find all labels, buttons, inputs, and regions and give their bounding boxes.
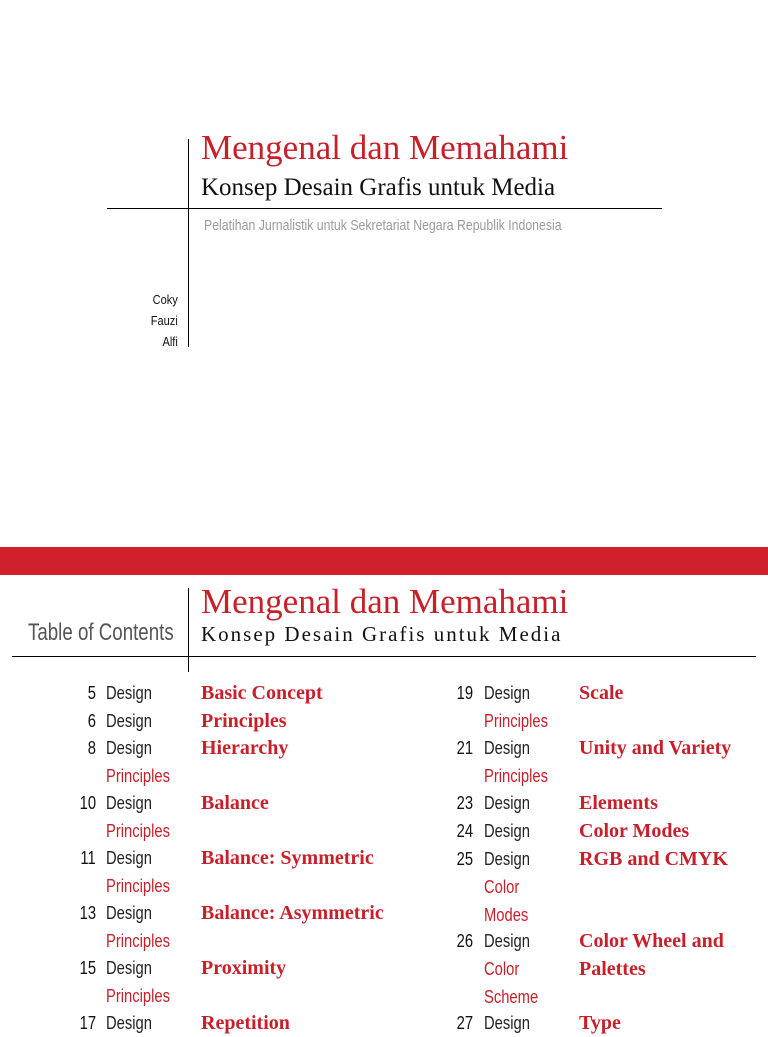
- toc-entry-title[interactable]: RGB and CMYK: [579, 848, 728, 870]
- toc-entry-title[interactable]: Balance: Symmetric: [201, 847, 374, 869]
- toc-page-number: 17: [79, 1013, 96, 1033]
- toc-category: Design: [106, 683, 152, 703]
- toc-page-subtitle: Konsep Desain Grafis untuk Media: [201, 622, 563, 646]
- toc-category: Design: [106, 1013, 152, 1033]
- toc-page-number: 11: [80, 848, 96, 868]
- toc-subcategory: Principles: [106, 766, 170, 786]
- toc-category: Design: [106, 958, 152, 978]
- toc-category: Design: [106, 793, 152, 813]
- toc-entry-title[interactable]: Unity and Variety: [579, 737, 732, 759]
- toc-subcategory: Principles: [106, 821, 170, 841]
- toc-horizontal-rule: [12, 656, 756, 657]
- toc-category: Design: [106, 738, 152, 758]
- toc-page-number: 21: [456, 738, 473, 758]
- toc-category: Design: [484, 1013, 530, 1033]
- toc-entry-title[interactable]: Palettes: [579, 958, 646, 980]
- toc-category: Design: [484, 683, 530, 703]
- toc-page-number: 24: [456, 821, 473, 841]
- toc-category: Design: [484, 931, 530, 951]
- toc-page-number: 23: [456, 793, 473, 813]
- toc-entry-title[interactable]: Basic Concept: [201, 682, 323, 704]
- toc-page-title: Mengenal dan Memahami: [201, 582, 569, 621]
- author-name: Alfi: [162, 334, 178, 349]
- toc-category: Design: [484, 738, 530, 758]
- author-name: Coky: [152, 292, 178, 307]
- toc-category: Design: [106, 848, 152, 868]
- toc-entry-title[interactable]: Color Modes: [579, 820, 690, 842]
- toc-entry-title[interactable]: Balance: Asymmetric: [201, 902, 384, 924]
- toc-category: Design: [484, 849, 530, 869]
- toc-heading: Table of Contents: [28, 619, 174, 646]
- toc-entry-title[interactable]: Color Wheel and: [579, 930, 724, 952]
- toc-entry-title[interactable]: Hierarchy: [201, 737, 289, 759]
- toc-category: Design: [106, 711, 152, 731]
- toc-entry-title[interactable]: Balance: [201, 792, 269, 814]
- author-name: Fauzi: [150, 313, 178, 328]
- toc-page-number: 15: [79, 958, 96, 978]
- toc-entry-title[interactable]: Repetition: [201, 1012, 290, 1034]
- toc-page-number: 19: [456, 683, 473, 703]
- cover-subtitle: Konsep Desain Grafis untuk Media: [201, 174, 556, 201]
- toc-subcategory: Principles: [106, 986, 170, 1006]
- toc-subcategory: Color: [484, 877, 520, 897]
- toc-category: Design: [106, 903, 152, 923]
- toc-page-number: 27: [456, 1013, 473, 1033]
- toc-entry-title[interactable]: Scale: [579, 682, 624, 704]
- toc-page-number: 5: [87, 683, 96, 703]
- toc-category: Design: [484, 793, 530, 813]
- cover-tagline: Pelatihan Jurnalistik untuk Sekretariat Negara Republik Indonesia: [204, 217, 562, 234]
- toc-subcategory: Principles: [484, 766, 548, 786]
- toc-entry-title[interactable]: Elements: [579, 792, 658, 814]
- toc-page-number: 8: [87, 738, 96, 758]
- author-list: [146, 289, 178, 352]
- toc-subcategory: Principles: [106, 931, 170, 951]
- toc-page-number: 25: [456, 849, 473, 869]
- toc-subcategory: Principles: [484, 711, 548, 731]
- cover-vertical-rule: [188, 139, 189, 347]
- toc-page-number: 26: [456, 931, 473, 951]
- toc-subcategory: Scheme: [484, 987, 539, 1007]
- page-divider-band: [0, 547, 768, 575]
- cover-title: Mengenal dan Memahami: [201, 128, 569, 167]
- toc-subcategory: Principles: [106, 876, 170, 896]
- cover-horizontal-rule: [107, 208, 662, 209]
- toc-entry-title[interactable]: Type: [579, 1012, 621, 1034]
- toc-entry-title[interactable]: Proximity: [201, 957, 287, 979]
- toc-subcategory: Color: [484, 959, 520, 979]
- toc-page-number: 6: [87, 711, 96, 731]
- toc-page-number: 10: [79, 793, 96, 813]
- toc-category: Design: [484, 821, 530, 841]
- toc-subcategory: Modes: [484, 905, 529, 925]
- toc-page-number: 13: [79, 903, 96, 923]
- toc-entry-title[interactable]: Principles: [201, 710, 287, 732]
- toc-vertical-rule: [188, 588, 189, 672]
